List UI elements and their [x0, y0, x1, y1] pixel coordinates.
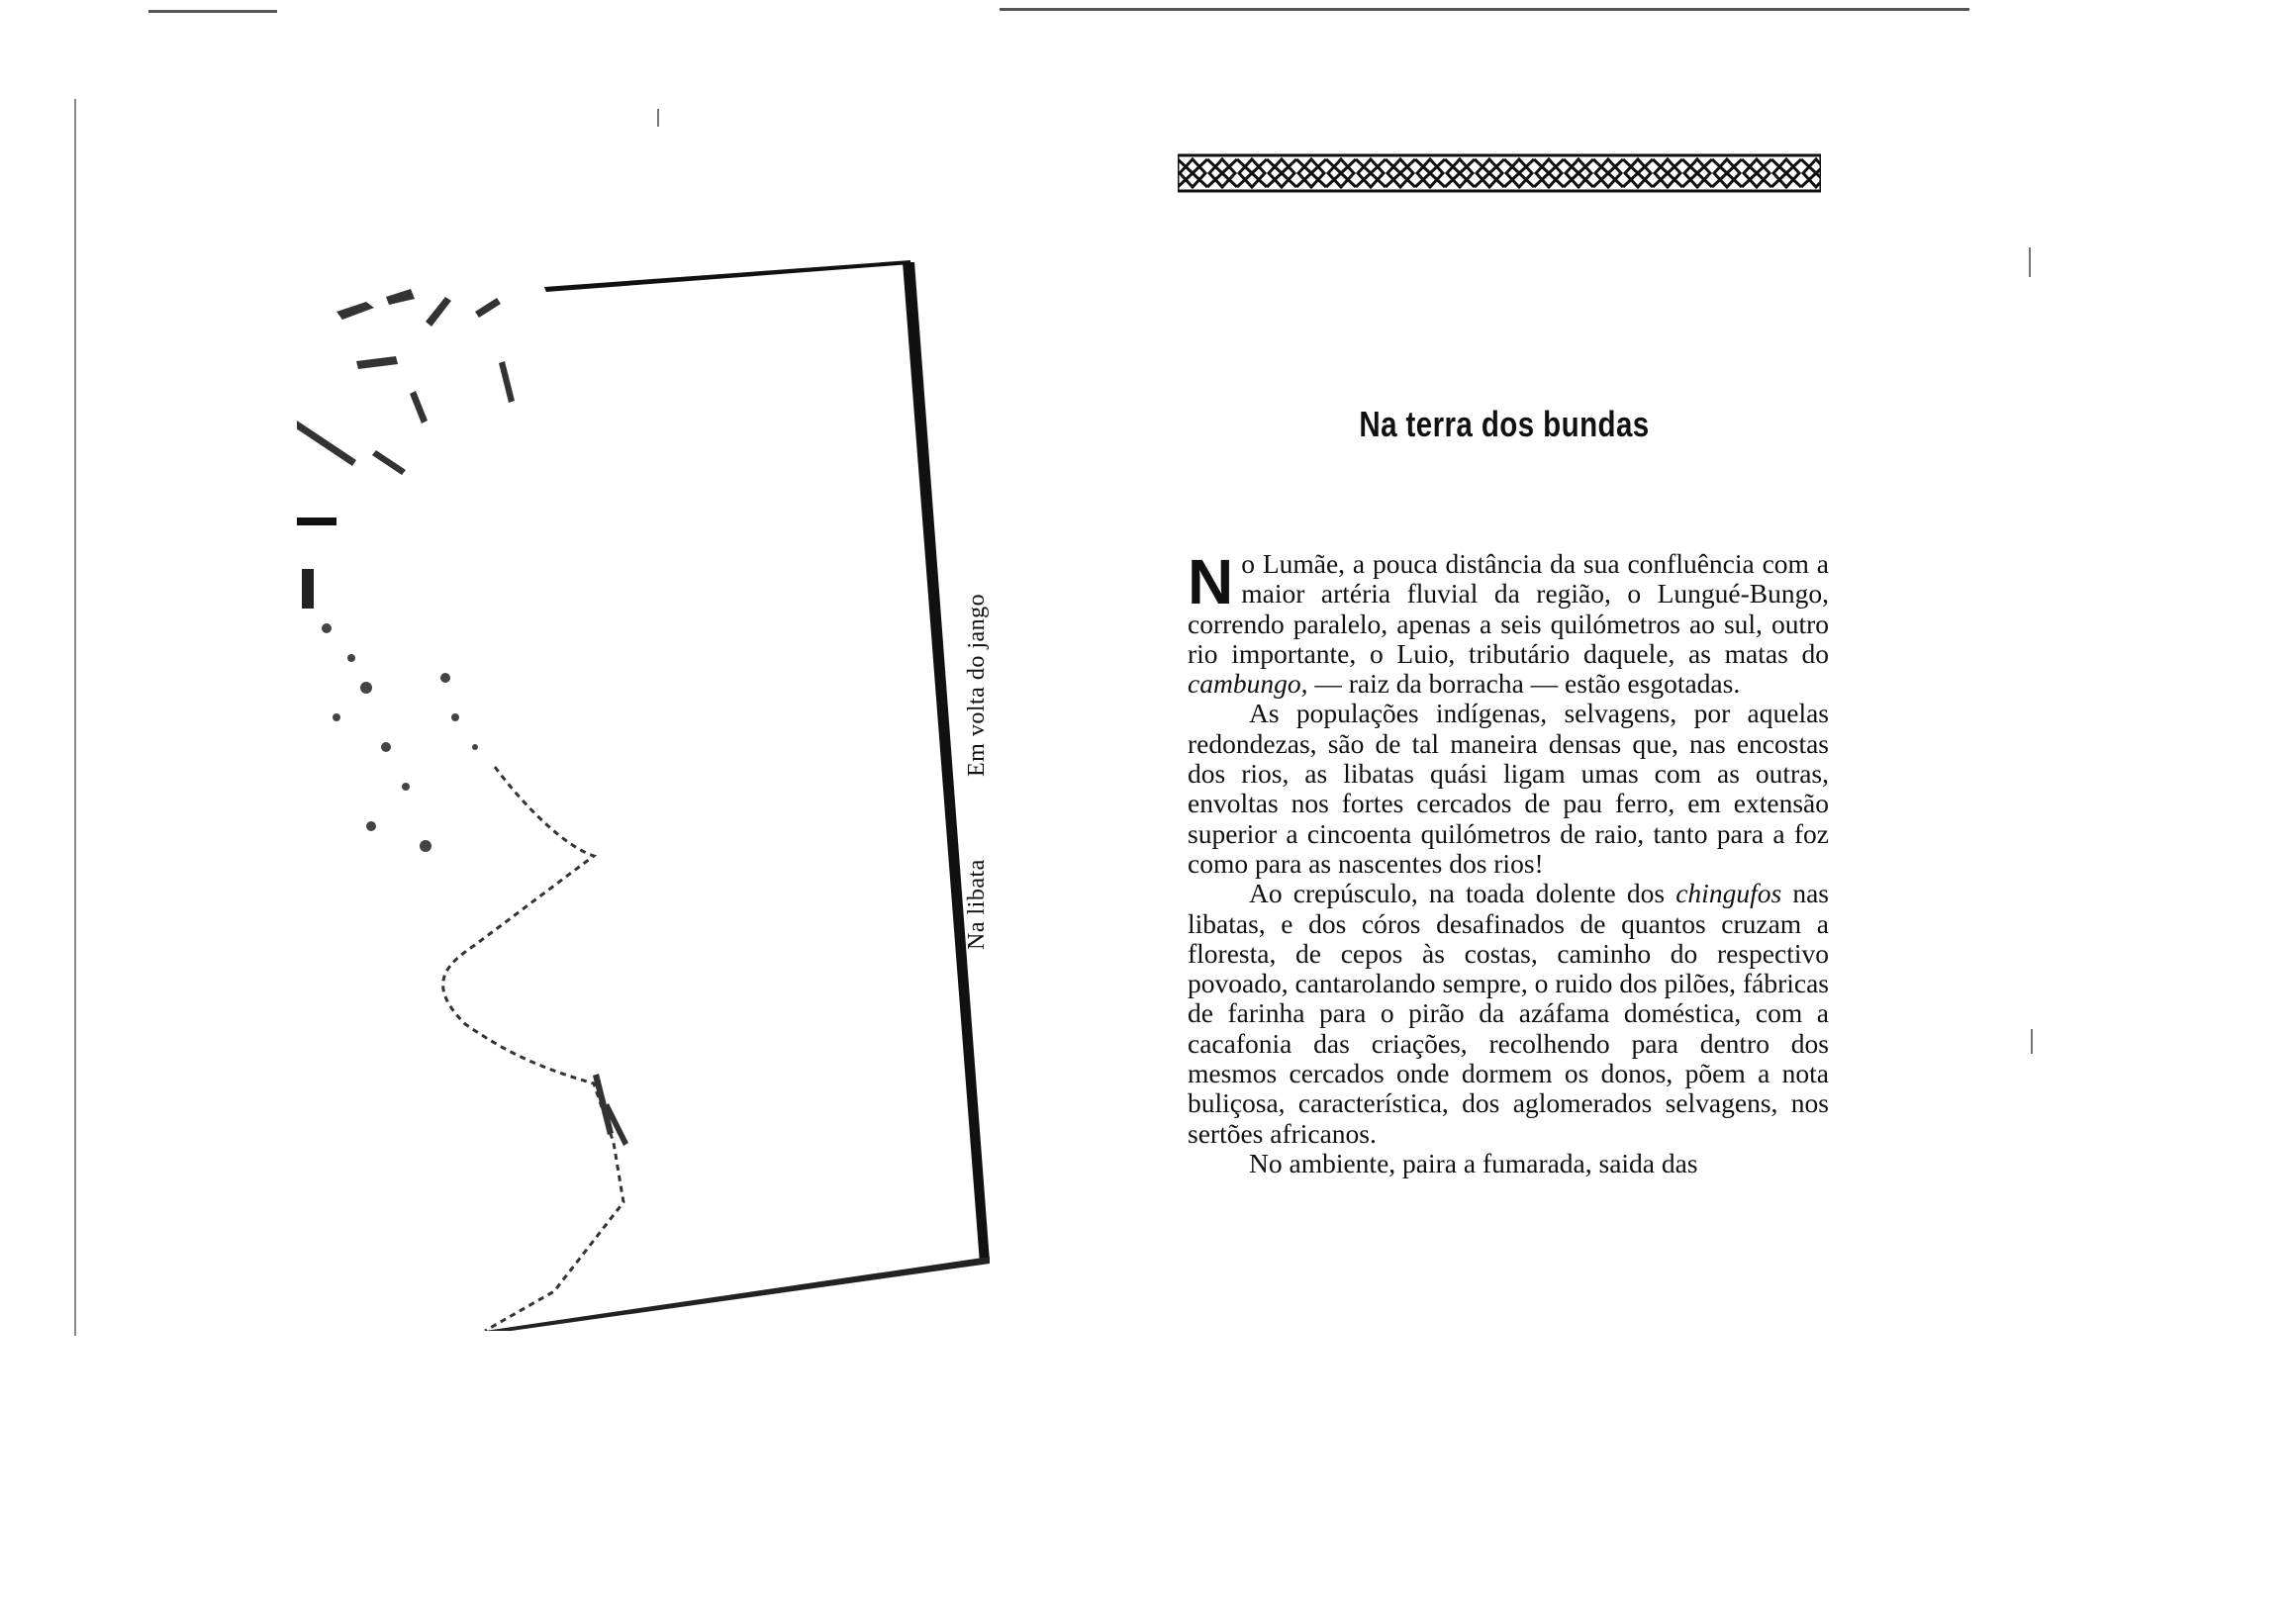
- gutter-mark: [2031, 1029, 2033, 1054]
- plate-caption: [946, 594, 1005, 950]
- caption-right: Em volta do jango: [964, 594, 990, 778]
- gutter-mark: [2029, 247, 2031, 277]
- scan-edge-top-left: [148, 10, 277, 13]
- paragraph-3: Ao crepúsculo, na toada dolente dos chingufos nas libatas, e dos córos desafinados de quantos cruzam a floresta, de cepos às costas, caminho do respectivo povoado, cantarolando sempre, o ruido dos pilões, fábricas de farinha para o pirão da azáfama doméstica, com a cacafonia das criações, recolhendo para dentro dos mesmos cercados onde dormem os donos, põem a nota buliçosa, característica, dos aglomerados selvagens, nos sertões africanos.: [1188, 878, 1829, 1149]
- caption-left: Na libata: [964, 859, 990, 950]
- chapter-title: Na terra dos bundas: [1359, 404, 1650, 444]
- photo-plate: [297, 252, 1009, 1331]
- drop-cap: N: [1188, 546, 1234, 617]
- paragraph-2: As populações indígenas, selvagens, por aquelas redondezas, são de tal maneira densas que, nas encostas dos rios, as libatas quási ligam umas com as outras, envoltas nos fortes cercados de pau ferro, em extensão superior a cincoenta quilómetros de raio, tanto para a foz como para as nascentes dos rios!: [1188, 698, 1829, 879]
- paragraph-1: No Lumãe, a pouca distância da sua confluência com a maior artéria fluvial da região, o Lungué-Bungo, correndo paralelo, apenas a seis quilómetros ao sul, outro rio importante, o Luio, tributário daquele, as matas do cambungo, — raiz da borracha — estão esgotadas.: [1188, 546, 1829, 700]
- scan-edge-top-right: [1000, 8, 1969, 11]
- plate-image: [297, 252, 1009, 1331]
- decorative-ornament-band: [1178, 153, 1821, 193]
- body-text: [1188, 546, 1829, 1178]
- gutter-mark: [657, 109, 659, 127]
- scan-edge-left: [74, 99, 76, 1336]
- paragraph-4: No ambiente, paira a fumarada, saida das: [1249, 1147, 1698, 1178]
